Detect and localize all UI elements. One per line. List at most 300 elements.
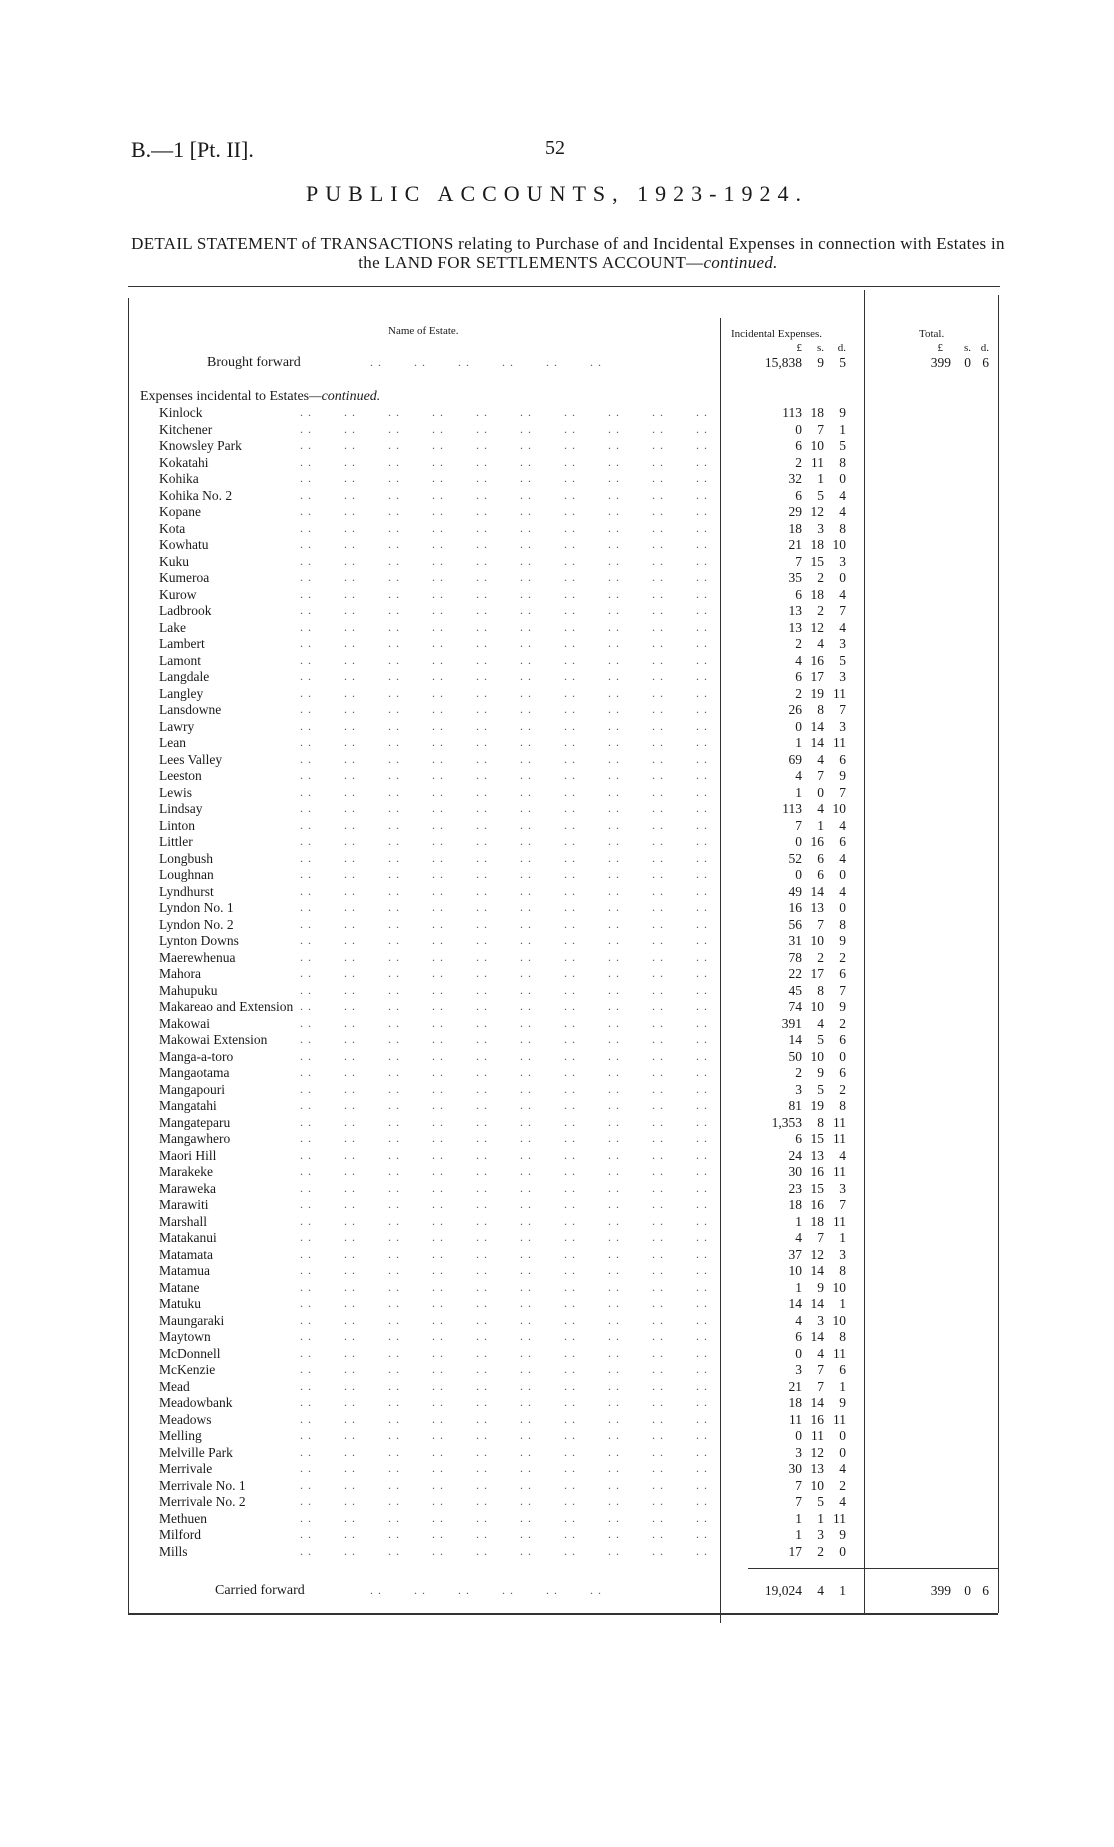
estate-pence: 3 (839, 1246, 846, 1262)
leader-dots: . . . . . . . . . . . . . . . . . . . . (300, 1428, 708, 1442)
estate-shillings: 14 (810, 1296, 824, 1311)
estate-pence: 7 (839, 702, 846, 717)
estate-name: Methuen (159, 1510, 207, 1526)
estate-row (0, 488, 1114, 505)
estate-shillings: 3 (817, 1312, 824, 1328)
estate-row (0, 587, 1114, 604)
leader-dots: . . . . . . . . . . . . . . . . . . . . (300, 1213, 708, 1228)
estate-shillings: 16 (810, 1164, 824, 1179)
estate-pounds: 26 (788, 702, 802, 717)
estate-pence: 1 (839, 1230, 846, 1245)
estate-pence: 6 (839, 1362, 846, 1377)
estate-pence: 11 (833, 1345, 846, 1361)
estate-pounds: 4 (795, 1230, 802, 1245)
estate-shillings: 6 (817, 867, 824, 882)
leader-dots: . . . . . . . . . . . . . . . . . . . . (300, 1510, 708, 1525)
estate-shillings: 15 (810, 1131, 824, 1146)
leader-dots: . . . . . . . . . . . . . . . . . . . . (300, 1246, 708, 1261)
estate-pounds: 0 (795, 718, 802, 734)
estate-name: Linton (159, 817, 195, 833)
leader-dots: . . . . . . . . . . . . . . . . . . . . (300, 883, 708, 898)
estate-pence: 3 (839, 636, 846, 651)
estate-pounds: 29 (788, 504, 802, 519)
estate-name: Merrivale (159, 1461, 213, 1476)
estate-shillings: 4 (817, 1015, 824, 1031)
estate-pounds: 17 (788, 1543, 802, 1559)
estate-shillings: 5 (817, 1494, 824, 1509)
estate-pence: 9 (839, 1527, 846, 1542)
estate-pounds: 7 (795, 817, 802, 833)
leader-dots: . . . . . . . . . . . . . . . . . . . . (300, 784, 708, 799)
estate-shillings: 10 (810, 1048, 824, 1064)
estate-pounds: 4 (795, 1312, 802, 1328)
carried-forward-incidental-pounds: 19,024 (764, 1583, 802, 1598)
total-shillings-unit: s. (963, 342, 971, 354)
estate-name: McDonnell (159, 1345, 221, 1361)
estate-pounds: 0 (795, 1345, 802, 1361)
estate-pence: 10 (832, 537, 846, 552)
estate-shillings: 10 (810, 438, 824, 453)
estate-pounds: 6 (795, 438, 802, 453)
name-of-estate-heading: Name of Estate. (388, 325, 459, 337)
estate-pounds: 6 (795, 1329, 802, 1344)
estate-pounds: 6 (795, 1131, 802, 1146)
leader-dots: . . . . . . . . . . . . . . . . . . . . (300, 900, 708, 914)
estate-name: Maytown (159, 1329, 211, 1344)
estate-name: Kohika (159, 471, 199, 486)
estate-row (0, 735, 1114, 752)
estate-pence: 11 (833, 685, 846, 701)
estate-name: Lees Valley (159, 751, 223, 767)
estate-pence: 11 (833, 1114, 846, 1130)
estate-pence: 3 (839, 553, 846, 569)
estate-row (0, 537, 1114, 554)
estate-shillings: 13 (810, 1147, 824, 1163)
estate-row (0, 702, 1114, 719)
estate-name: Matamua (159, 1263, 210, 1278)
estate-pence: 7 (839, 982, 846, 998)
estate-name: Makareao and Extension (159, 999, 294, 1014)
estate-pence: 4 (839, 1461, 846, 1476)
estate-pounds: 32 (788, 471, 802, 486)
estate-row (0, 818, 1114, 835)
estate-pounds: 69 (788, 751, 802, 767)
incidental-shillings-unit: s. (816, 342, 824, 354)
estate-pence: 4 (839, 850, 846, 866)
estate-shillings: 14 (810, 1395, 824, 1410)
estate-pounds: 6 (795, 586, 802, 602)
estate-pence: 9 (839, 768, 846, 783)
estate-name: Lambert (159, 636, 205, 651)
estate-shillings: 8 (817, 1114, 824, 1130)
estate-row (0, 834, 1114, 851)
leader-dots: . . . . . . . . . . . . . . . . . . . . (300, 471, 708, 485)
estate-shillings: 1 (817, 471, 824, 486)
estate-pence: 10 (832, 1312, 846, 1328)
estate-shillings: 13 (810, 900, 824, 915)
leader-dots: . . . . . . . . . . . . . . . . . . . . (300, 1543, 708, 1558)
estate-row (0, 983, 1114, 1000)
estate-row (0, 554, 1114, 571)
estate-shillings: 14 (810, 883, 824, 899)
estate-row (0, 1082, 1114, 1099)
estate-pence: 4 (839, 586, 846, 602)
leader-dots: . . . . . . . . . . . . . . . . . . . . (300, 570, 708, 584)
estate-shillings: 12 (810, 1444, 824, 1460)
estate-name: Meadowbank (159, 1395, 233, 1410)
estate-pence: 9 (839, 405, 846, 420)
estate-row (0, 669, 1114, 686)
estate-row (0, 405, 1114, 422)
estate-row (0, 1197, 1114, 1214)
leader-dots: . . . . . . . . . . . . . . . . . . . . (300, 1081, 708, 1096)
estate-pence: 0 (839, 1543, 846, 1559)
leader-dots: . . . . . . . . . . . . . . . . . . . . (300, 1494, 708, 1508)
estate-shillings: 3 (817, 1527, 824, 1542)
estate-pence: 8 (839, 1329, 846, 1344)
incidental-pence-unit: d. (837, 342, 846, 354)
leader-dots: . . . . . . . . . . . . . . . . . . . . (300, 1345, 708, 1360)
estate-name: Littler (159, 834, 193, 849)
estate-pence: 8 (839, 520, 846, 536)
estate-pounds: 13 (788, 603, 802, 618)
estate-name: Merrivale No. 2 (159, 1494, 246, 1509)
estate-name: Mangaotama (159, 1065, 230, 1080)
brought-forward-total-pence: 6 (982, 355, 989, 370)
estate-pence: 11 (833, 1131, 846, 1146)
estate-pounds: 1 (795, 735, 802, 750)
estate-row (0, 471, 1114, 488)
estate-name: Langdale (159, 669, 210, 684)
estate-shillings: 18 (810, 537, 824, 552)
estate-pence: 2 (839, 949, 846, 965)
estate-name: Marakeke (159, 1164, 213, 1179)
estate-pounds: 1 (795, 1279, 802, 1295)
brought-forward-row (0, 355, 1114, 372)
leader-dots: . . . . . . . . . . . . . . . . . . . . (300, 1411, 708, 1426)
estate-shillings: 11 (811, 1428, 824, 1443)
total-pence-unit: d. (980, 342, 989, 354)
subtitle-text: DETAIL STATEMENT of TRANSACTIONS relating to Purchase of and Incidental Expenses in connection with Estates in the LAND FOR SETTLEMENTS ACCOUNT— (131, 234, 1005, 272)
estate-name: Maori Hill (159, 1147, 217, 1163)
estate-pence: 8 (839, 1263, 846, 1278)
estate-pounds: 16 (788, 900, 802, 915)
estate-row (0, 917, 1114, 934)
estate-name: Kitchener (159, 421, 213, 437)
leader-dots: . . . . . . . . . . . . . . . . . . . . (300, 1329, 708, 1343)
brought-forward-total-shillings: 0 (964, 355, 971, 370)
estate-shillings: 6 (817, 850, 824, 866)
estate-row (0, 1098, 1114, 1115)
table-bottom-rule (128, 1613, 998, 1615)
leader-dots: . . . . . . . . . . . . . . . . . . . . (300, 1230, 708, 1244)
estate-pounds: 18 (788, 1197, 802, 1212)
estate-pounds: 37 (788, 1246, 802, 1262)
estate-name: Matane (159, 1279, 200, 1295)
estate-shillings: 8 (817, 982, 824, 998)
estate-pounds: 23 (788, 1180, 802, 1196)
estate-pounds: 391 (781, 1015, 802, 1031)
estate-pence: 1 (839, 1296, 846, 1311)
estate-pence: 2 (839, 1477, 846, 1493)
estate-pounds: 1 (795, 784, 802, 800)
estate-row (0, 1511, 1114, 1528)
leader-dots: . . . . . . . . . . . . . . . . . . . . (300, 1164, 708, 1178)
estate-shillings: 17 (810, 669, 824, 684)
incidental-pounds-unit: £ (796, 342, 802, 354)
leader-dots: . . . . . . . . . . . . . . . . . . . . (300, 405, 708, 419)
carried-forward-label: Carried forward (215, 1583, 305, 1598)
leader-dots: . . . . . . . . . . . . . . . . . . . . (300, 586, 708, 601)
estate-row (0, 752, 1114, 769)
estate-row (0, 438, 1114, 455)
page-title: PUBLIC ACCOUNTS, 1923-1924. (306, 181, 808, 206)
estate-name: Makowai Extension (159, 1032, 268, 1047)
estate-row (0, 999, 1114, 1016)
table-top-rule (128, 286, 1000, 287)
estate-shillings: 10 (810, 999, 824, 1014)
leader-dots: . . . . . . . . . . . . . . . . . . . . (300, 949, 708, 964)
section-label-text: Expenses incidental to Estates (140, 389, 310, 404)
estate-row (0, 570, 1114, 587)
estate-pounds: 11 (789, 1411, 802, 1427)
estate-pence: 2 (839, 1081, 846, 1097)
estate-name: Mangapouri (159, 1081, 225, 1097)
estate-pounds: 18 (788, 520, 802, 536)
estate-row (0, 1478, 1114, 1495)
estate-shillings: 16 (810, 1197, 824, 1212)
estate-name: Mills (159, 1543, 188, 1559)
estate-pounds: 0 (795, 867, 802, 882)
estate-pence: 6 (839, 751, 846, 767)
leader-dots: . . . . . . . . . . . . . . . . . . . . (300, 933, 708, 947)
estate-shillings: 7 (817, 916, 824, 932)
brought-forward-incidental-pounds: 15,838 (764, 355, 802, 370)
estate-pence: 6 (839, 834, 846, 849)
leader-dots: . . . . . . . . . . . . . . . . . . . . (300, 966, 708, 980)
leader-dots: . . . . . . . . . . . . . . . . . . . . (300, 1362, 708, 1376)
estate-name: Matuku (159, 1296, 201, 1311)
estate-name: Maungaraki (159, 1312, 225, 1328)
estate-pounds: 1 (795, 1213, 802, 1229)
estate-pounds: 4 (795, 768, 802, 783)
estate-pounds: 81 (788, 1098, 802, 1113)
estate-pounds: 0 (795, 1428, 802, 1443)
estate-row (0, 950, 1114, 967)
total-heading: Total. (919, 328, 945, 340)
leader-dots: . . . . . . . . . . . . . . . . . . . . (300, 603, 708, 617)
leader-dots: . . . . . . . . . . . . . . . . . . . . (300, 636, 708, 650)
leader-dots: . . . . . . . . . . . . . . . . . . . . (300, 669, 708, 683)
estate-name: Kumeroa (159, 570, 210, 585)
leader-dots: . . . . . . . . . . . . . . . . . . . . (300, 1395, 708, 1409)
estate-pounds: 78 (788, 949, 802, 965)
estate-pence: 3 (839, 1180, 846, 1196)
estate-name: Kohika No. 2 (159, 487, 233, 503)
leader-dots: . . . . . . . . . . . . . . . . . . . . (300, 1461, 708, 1475)
leader-dots: . . . . . . . . . . . . . . . . . . . . (300, 735, 708, 749)
estate-pence: 0 (839, 1444, 846, 1460)
leader-dots: . . . . . . . . . . . . . . . . . . . . (300, 1263, 708, 1277)
estate-pence: 9 (839, 999, 846, 1014)
estate-name: Mangatahi (159, 1098, 217, 1113)
estate-pounds: 14 (788, 1296, 802, 1311)
leader-dots: . . . . . . . . . . . . . . . . . . . . (300, 1477, 708, 1492)
estate-pence: 6 (839, 966, 846, 981)
estate-pence: 1 (839, 421, 846, 437)
page-number: 52 (545, 137, 565, 159)
estate-pence: 4 (839, 487, 846, 503)
estate-shillings: 19 (810, 685, 824, 701)
brought-forward-label: Brought forward (207, 355, 301, 370)
estate-row (0, 620, 1114, 637)
carried-forward-row (0, 1583, 1114, 1600)
estate-pence: 3 (839, 718, 846, 734)
estate-pounds: 2 (795, 636, 802, 651)
estate-pounds: 7 (795, 1494, 802, 1509)
estate-name: Knowsley Park (159, 438, 242, 453)
estate-pounds: 49 (788, 883, 802, 899)
estate-pounds: 7 (795, 1477, 802, 1493)
estate-pounds: 3 (795, 1444, 802, 1460)
estate-pence: 0 (839, 900, 846, 915)
leader-dots: . . . . . . . . . . . . . . . . . . . . (300, 702, 708, 716)
leader-dots: . . . . . . . . . . . . . . . . . . . . (300, 999, 708, 1013)
estate-pence: 11 (833, 1213, 846, 1229)
estate-name: Leeston (159, 768, 202, 783)
estate-name: Melling (159, 1428, 202, 1443)
estate-name: Meadows (159, 1411, 212, 1427)
estate-name: Lynton Downs (159, 933, 239, 948)
estate-shillings: 5 (817, 487, 824, 503)
estate-shillings: 2 (817, 570, 824, 585)
estate-shillings: 18 (810, 405, 824, 420)
estate-pounds: 31 (788, 933, 802, 948)
estate-row (0, 422, 1114, 439)
estate-row (0, 1016, 1114, 1033)
section-label-continued: —continued. (309, 389, 381, 404)
estate-pence: 7 (839, 784, 846, 800)
estate-row (0, 1280, 1114, 1297)
leader-dots: . . . . . . . . . . . . . . . . . . . . (300, 982, 708, 997)
estate-row (0, 1214, 1114, 1231)
estate-row (0, 1115, 1114, 1132)
estate-pence: 4 (839, 1147, 846, 1163)
estate-row (0, 636, 1114, 653)
estate-pounds: 24 (788, 1147, 802, 1163)
estate-pounds: 6 (795, 669, 802, 684)
estate-shillings: 9 (817, 1279, 824, 1295)
estate-name: Lake (159, 619, 186, 635)
estate-name: Lyndon No. 1 (159, 900, 234, 915)
estate-pence: 4 (839, 504, 846, 519)
leader-dots: . . . . . . . . . . . . . . . . . . . . (300, 1180, 708, 1195)
estate-pence: 0 (839, 1048, 846, 1064)
estate-row (0, 719, 1114, 736)
carried-forward-rule (748, 1568, 998, 1569)
estate-name: Mead (159, 1378, 190, 1394)
estate-row (0, 504, 1114, 521)
estate-shillings: 3 (817, 520, 824, 536)
estate-name: Kota (159, 520, 186, 536)
estate-pence: 11 (833, 1164, 846, 1179)
estate-pounds: 30 (788, 1461, 802, 1476)
estate-shillings: 5 (817, 1032, 824, 1047)
leader-dots: . . . . . . . . . . . . . . . . . . . . (300, 1527, 708, 1541)
estate-pence: 4 (839, 817, 846, 833)
estate-name: Longbush (159, 850, 213, 866)
estate-row (0, 851, 1114, 868)
estate-name: Lindsay (159, 801, 203, 816)
estate-row (0, 900, 1114, 917)
leader-dots: . . . . . . . . . . . . . . . . . . . . (300, 1114, 708, 1129)
leader-dots: . . . . . . . . . . . . . . . . . . . . (300, 1147, 708, 1162)
estate-name: Makowai (159, 1015, 210, 1031)
estate-name: Milford (159, 1527, 201, 1542)
estate-pounds: 113 (782, 405, 802, 420)
estate-name: Maerewhenua (159, 949, 236, 965)
leader-dots: . . . . . . . . . . . . . . . . . . . . (300, 1378, 708, 1393)
estate-pounds: 30 (788, 1164, 802, 1179)
estate-pence: 4 (839, 883, 846, 899)
estate-pence: 6 (839, 1065, 846, 1080)
estate-pounds: 10 (788, 1263, 802, 1278)
estate-row (0, 785, 1114, 802)
estate-shillings: 9 (817, 1065, 824, 1080)
estate-row (0, 1148, 1114, 1165)
estate-name: Matamata (159, 1246, 213, 1262)
estate-pounds: 3 (795, 1081, 802, 1097)
estate-pence: 8 (839, 1098, 846, 1113)
estate-pence: 7 (839, 1197, 846, 1212)
estate-shillings: 7 (817, 1378, 824, 1394)
estate-shillings: 5 (817, 1081, 824, 1097)
estate-pence: 11 (833, 1510, 846, 1526)
leader-dots: . . . . . . . . . . . . . . . . . . . . (300, 421, 708, 436)
estate-row (0, 1131, 1114, 1148)
estate-pounds: 1 (795, 1527, 802, 1542)
estate-pence: 5 (839, 652, 846, 668)
leader-dots: . . . . . . . . . . . . (370, 355, 602, 369)
estate-pence: 8 (839, 916, 846, 932)
estate-pence: 11 (833, 1411, 846, 1427)
estate-pounds: 74 (788, 999, 802, 1014)
estate-pence: 0 (839, 471, 846, 486)
estate-shillings: 10 (810, 933, 824, 948)
estate-pounds: 13 (788, 619, 802, 635)
leader-dots: . . . . . . . . . . . . . . . . . . . . (300, 1015, 708, 1030)
estate-row (0, 1527, 1114, 1544)
estate-shillings: 4 (817, 1345, 824, 1361)
leader-dots: . . . . . . . . . . . . . . . . . . . . (300, 1032, 708, 1046)
leader-dots: . . . . . . . . . . . . . . . . . . . . (300, 1312, 708, 1327)
estate-pounds: 0 (795, 421, 802, 437)
estate-pence: 10 (832, 801, 846, 816)
estate-name: Mahupuku (159, 982, 218, 998)
estate-row (0, 1395, 1114, 1412)
estate-row (0, 1164, 1114, 1181)
estate-row (0, 521, 1114, 538)
leader-dots: . . . . . . . . . . . . . . . . . . . . (300, 817, 708, 832)
estate-pence: 6 (839, 1032, 846, 1047)
estate-pence: 2 (839, 1015, 846, 1031)
estate-shillings: 4 (817, 801, 824, 816)
leader-dots: . . . . . . . . . . . . . . . . . . . . (300, 1131, 708, 1145)
estate-row (0, 1362, 1114, 1379)
estate-pence: 9 (839, 1395, 846, 1410)
estate-pounds: 113 (782, 801, 802, 816)
estate-pounds: 1 (795, 1510, 802, 1526)
